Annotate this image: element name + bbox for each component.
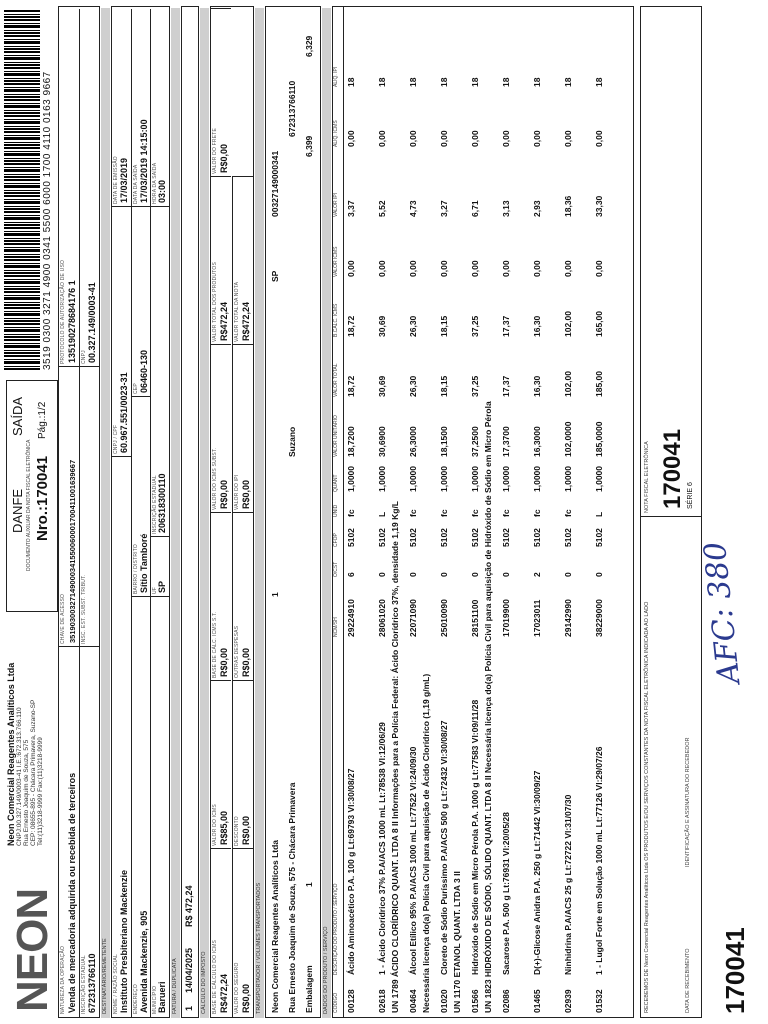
product-cell-desc: Álcool Etílico 95% P.A/ACS 1000 mL Lt:77522 Vl:24/09/30 — [408, 746, 418, 975]
product-cell-aliq: 18 — [532, 77, 542, 87]
product-cell-cst: 0 — [470, 572, 480, 577]
recipient-box: NOME / RAZÃO SOCIAL Instituto Presbiteriano Mackenzie CNPJ / CPF 60.967.551/0023-31 DATA DE EMISSÃO 17/03/2019 ENDEREÇO Avenida Mackenzie, 905 BAIRRO / DISTRITO Sítio Tamboré CEP 06460-130 DATA DA SAÍDA 17/03/2019 14:15:00 MUNICÍPIO Barueri UF SP INSCRIÇÃO ESTADUAL 206318300110 HORA DA SAÍDA 03:00 — [111, 6, 170, 1018]
product-cell-qty: 1,0000 — [594, 466, 604, 492]
tax-cell: VALOR DO FRETE R$0,00 — [211, 8, 231, 177]
product-cell-vicms: 6,71 — [470, 200, 480, 217]
product-cell-code: 02086 — [501, 989, 511, 1013]
product-cell-ipi: 0,00 — [501, 130, 511, 147]
product-cell-vtotal: 37,25 — [470, 375, 480, 397]
issuer-logo: NEON — [8, 888, 57, 1012]
product-cell-cst: 0 — [377, 572, 387, 577]
product-cell-ncm: 29224910 — [346, 599, 356, 637]
product-cell-vicms: 18,36 — [563, 195, 573, 217]
product-column-header: ALÍQ. IPI — [333, 66, 339, 87]
tax-value: R$0,00 — [241, 647, 251, 677]
product-cell-vicms: 2,93 — [532, 200, 542, 217]
product-cell-icms: 0,00 — [563, 260, 573, 277]
product-cell-cst: 6 — [346, 572, 356, 577]
product-cell-vtotal: 18,15 — [439, 375, 449, 397]
product-column-header: CFOP — [333, 533, 339, 547]
recipient-cep: 06460-130 — [139, 349, 149, 393]
product-cell-vicms: 3,13 — [501, 200, 511, 217]
recipient-district: Sítio Tamboré — [139, 533, 149, 593]
product-cell-ipi: 0,00 — [594, 130, 604, 147]
product-cell-vunit: 102,0000 — [563, 421, 573, 457]
product-column-header: VALOR ICMS — [333, 246, 339, 277]
product-cell-vunit: 37,2500 — [470, 426, 480, 457]
taxes-section: CÁLCULO DO IMPOSTO — [200, 8, 209, 1018]
product-cell-unit: fc — [346, 509, 356, 517]
product-column-header: O/CST — [333, 561, 339, 577]
product-cell-aliq: 18 — [377, 77, 387, 87]
tax-value: R$472,24 — [219, 973, 229, 1013]
recipient-ie: 206318300110 — [157, 473, 167, 533]
operation-nature: Venda de mercadoria adquirida ou recebida de terceiros — [67, 772, 77, 1013]
product-cell-aliq: 18 — [563, 77, 573, 87]
product-cell-ipi: 0,00 — [470, 130, 480, 147]
product-cell-icms: 0,00 — [346, 260, 356, 277]
product-cell-ncm: 25010090 — [439, 599, 449, 637]
transport-net-weight: 6,329 — [304, 35, 314, 57]
product-cell-cst: 0 — [439, 572, 449, 577]
transport-section: TRANSPORTADOR / VOLUMES TRANSPORTADOS — [255, 8, 264, 1018]
product-note: Necessária licença do(a) Polícia Civil para aquisição de Ácido Clorídrico (1,19 g/mL) — [421, 673, 431, 1013]
product-cell-cfop: 5102 — [470, 528, 480, 547]
product-cell-vicms: 3,37 — [346, 200, 356, 217]
product-cell-bc: 18,72 — [346, 315, 356, 337]
product-cell-code: 00464 — [408, 989, 418, 1013]
issuer-district: CEP: 08655-895 - Chácara Primavera, Suzano-SP — [30, 699, 37, 846]
danfe-box — [6, 380, 58, 612]
operation-ie: 672313766110 — [87, 953, 97, 1013]
product-cell-bc: 102,00 — [563, 311, 573, 337]
product-cell-qty: 1,0000 — [408, 466, 418, 492]
product-cell-ncm: 28061020 — [377, 599, 387, 637]
issuer-phones: Tel:(11)3218-9999 Fax:(11)3218-9999 — [37, 737, 44, 846]
product-cell-unit: fc — [439, 509, 449, 517]
product-cell-ncm: 29142990 — [563, 599, 573, 637]
product-cell-desc: 1 - Lugol Forte em Solução 1000 mL Lt:77126 Vl:29/07/26 — [594, 746, 604, 975]
operation-cnpj: 00.327.149/0003-41 — [87, 282, 97, 363]
product-cell-ipi: 0,00 — [408, 130, 418, 147]
transport-qty: 1 — [304, 882, 314, 887]
recipient-name: Instituto Presbiteriano Mackenzie — [119, 869, 129, 1013]
product-cell-aliq: 18 — [470, 77, 480, 87]
product-row — [593, 77, 623, 1017]
tax-cell: VALOR DO ICMS R$85,00 — [211, 680, 231, 849]
issuer-cnpj: CNPJ:00.327.149/0003-41 I.E.:672.313.766.110 — [16, 707, 23, 846]
product-cell-qty: 1,0000 — [470, 466, 480, 492]
product-cell-cst: 0 — [563, 572, 573, 577]
tax-value: R$0,00 — [219, 479, 229, 509]
product-cell-vtotal: 102,00 — [563, 371, 573, 397]
stub-serie: SÉRIE 6 — [687, 482, 694, 509]
tax-cell: VALOR DO SEGURO R$0,00 — [232, 848, 253, 1017]
stub-received-text: RECEBEMOS DE Neon Comercial Reagentes Analíticos Ltda OS PRODUTOS E/OU SERVIÇOS CONSTANTES DA NOTA FISCAL ELETRÔNICA INDICADA AO LADO — [644, 601, 650, 1013]
product-cell-icms: 0,00 — [470, 260, 480, 277]
product-cell-bc: 26,30 — [408, 315, 418, 337]
product-note: UN 1170 ETANOL QUANT. LTDA 3 II — [452, 871, 462, 1013]
product-cell-icms: 0,00 — [501, 260, 511, 277]
product-note: UN 1789 ÁCIDO CLORÍDRICO QUANT. LTDA 8 II Informações para a Polícia Federal: Ácido Clorídrico 37%, densidade 1,19 Kg/L — [390, 500, 400, 1013]
product-cell-bc: 37,25 — [470, 315, 480, 337]
product-cell-vtotal: 26,30 — [408, 375, 418, 397]
transport-name: Neon Comercial Reagentes Analíticos Ltda — [270, 839, 280, 1013]
transport-address: Rua Ernesto Joaquim de Souza, 575 - Chácara Primavera — [287, 782, 297, 1013]
product-cell-ncm: 38229000 — [594, 599, 604, 637]
product-column-header: UNID — [333, 504, 339, 517]
tax-cell: DESCONTO R$0,00 — [232, 680, 253, 849]
product-row — [438, 77, 468, 1017]
product-cell-vunit: 16,3000 — [532, 426, 542, 457]
product-cell-cst: 2 — [532, 572, 542, 577]
product-cell-unit: fc — [532, 509, 542, 517]
transport-freight: 1 — [270, 592, 280, 597]
product-cell-vunit: 17,3700 — [501, 426, 511, 457]
product-cell-vicms: 3,27 — [439, 200, 449, 217]
tax-value: R$0,00 — [241, 479, 251, 509]
product-cell-icms: 0,00 — [408, 260, 418, 277]
product-cell-code: 01020 — [439, 989, 449, 1013]
product-cell-ncm: 22071090 — [408, 599, 418, 637]
danfe-page-number: Pág.:1/2 — [37, 401, 48, 439]
danfe-direction: SAÍDA — [10, 396, 25, 436]
tax-cell: VALOR TOTAL DOS PRODUTOS R$472,24 — [211, 176, 231, 345]
product-column-header: CÓDIGO — [333, 992, 339, 1013]
tax-cell: VALOR TOTAL DA NOTA R$472,24 — [232, 176, 253, 345]
product-row — [345, 77, 375, 1017]
product-cell-unit: fc — [501, 509, 511, 517]
product-row — [562, 77, 592, 1017]
transport-ie: 672313766110 — [287, 80, 297, 137]
product-row — [469, 77, 499, 1017]
product-cell-bc: 17,37 — [501, 315, 511, 337]
product-cell-qty: 1,0000 — [501, 466, 511, 492]
tax-value: R$472,24 — [219, 301, 229, 341]
product-cell-vtotal: 18,72 — [346, 375, 356, 397]
product-cell-qty: 1,0000 — [563, 466, 573, 492]
product-row — [500, 77, 530, 1017]
tax-value: R$0,00 — [241, 815, 251, 845]
product-row — [531, 77, 561, 1017]
product-cell-aliq: 18 — [408, 77, 418, 87]
tax-value: R$0,00 — [219, 143, 229, 173]
invoice-date: 14/04/2025 — [184, 947, 194, 993]
tax-cell: VALOR DO ICMS SUBST. R$0,00 — [211, 344, 231, 513]
product-cell-bc: 30,69 — [377, 315, 387, 337]
product-cell-ipi: 0,00 — [439, 130, 449, 147]
product-cell-cfop: 5102 — [346, 528, 356, 547]
tax-cell: OUTRAS DESPESAS R$0,00 — [232, 512, 253, 681]
transport-kind: Embalagem — [304, 965, 314, 1013]
product-cell-unit: L — [377, 511, 387, 517]
product-cell-icms: 0,00 — [594, 260, 604, 277]
product-cell-vunit: 18,7200 — [346, 426, 356, 457]
recipient-address: Avenida Mackenzie, 905 — [139, 910, 149, 1013]
product-cell-vtotal: 17,37 — [501, 375, 511, 397]
product-cell-ipi: 0,00 — [346, 130, 356, 147]
product-cell-ipi: 0,00 — [377, 130, 387, 147]
product-cell-desc: Cloreto de Sódio Puríssimo P.A/ACS 500 g Lt:72432 Vl:30/08/27 — [439, 720, 449, 975]
product-cell-desc: Ninhidrina P.A/ACS 25 g Lt:72722 Vl:31/07/30 — [563, 794, 573, 975]
product-cell-cfop: 5102 — [532, 528, 542, 547]
recipient-section: DESTINATÁRIO/REMETENTE — [101, 8, 110, 1018]
product-row — [376, 77, 406, 1017]
danfe-title: DANFE — [10, 488, 25, 533]
stub-nf-label: NOTA FISCAL ELETRÔNICA — [644, 441, 650, 513]
product-cell-qty: 1,0000 — [532, 466, 542, 492]
transport-uf: SP — [270, 270, 280, 282]
product-column-header: QUANT — [333, 474, 339, 492]
product-cell-vunit: 30,6900 — [377, 426, 387, 457]
product-column-header: ALÍQ. ICMS — [333, 120, 339, 147]
invoice-section: FATURA / DUPLICATA — [171, 8, 180, 1018]
product-cell-bc: 16,30 — [532, 315, 542, 337]
product-cell-unit: L — [594, 511, 604, 517]
product-cell-code: 02939 — [563, 989, 573, 1013]
product-note: UN 1823 HIDRÓXIDO DE SÓDIO, SÓLIDO QUANT. LTDA 8 II Necessária licença do(a) Polícia Civil para aquisição de Hidróxido de Sódio em Micro Pérola — [483, 401, 493, 1013]
product-cell-vtotal: 185,00 — [594, 371, 604, 397]
transport-city: Suzano — [287, 426, 297, 457]
product-cell-vicms: 5,52 — [377, 200, 387, 217]
product-cell-unit: fc — [408, 509, 418, 517]
product-cell-code: 01465 — [532, 989, 542, 1013]
product-column-header: VALOR TOTAL — [333, 363, 339, 397]
recipient-uf: SP — [157, 580, 167, 593]
product-column-header: VALOR UNITÁRIO — [333, 415, 339, 457]
product-cell-code: 02618 — [377, 989, 387, 1013]
product-cell-cst: 0 — [408, 572, 418, 577]
issuer-address: Rua Ernesto Joaquim de Souza, 575 — [23, 739, 30, 846]
access-key-barcode — [4, 10, 40, 370]
product-cell-vunit: 26,3000 — [408, 426, 418, 457]
product-cell-ncm: 28151100 — [470, 599, 480, 637]
product-column-header: B.CÁLC. ICMS — [333, 303, 339, 337]
product-cell-desc: Hidróxido de Sódio em Micro Pérola P.A. 1000 g Lt:77583 Vl:09/11/28 — [470, 699, 480, 975]
product-cell-vicms: 33,30 — [594, 195, 604, 217]
stub-number-bottom: 170041 — [720, 927, 750, 1014]
operation-protocol: 135190278684176 1 — [67, 280, 77, 363]
product-cell-aliq: 18 — [439, 77, 449, 87]
product-column-header: DESCRIÇÃO DO PRODUTO / SERVIÇO — [333, 883, 339, 975]
issuer-block — [6, 616, 54, 846]
product-cell-code: 00128 — [346, 989, 356, 1013]
product-cell-desc: Sacarose P.A. 500 g Lt:76931 Vl:20/05/28 — [501, 812, 511, 975]
product-cell-code: 01532 — [594, 989, 604, 1013]
tax-value: R$0,00 — [241, 983, 251, 1013]
recipient-cnpj: 60.967.551/0023-31 — [119, 372, 129, 453]
access-key-text: 3519 0300 3271 4900 0341 5500 6000 1700 4110 0163 9667 — [42, 71, 53, 370]
product-cell-bc: 165,00 — [594, 311, 604, 337]
product-column-header: NCM/SH — [333, 617, 339, 637]
products-section: DADOS DO PRODUTO / SERVIÇO — [322, 8, 331, 1018]
operation-row: NATUREZA DA OPERAÇÃO Venda de mercadoria adquirida ou recebida de terceiros CHAVE DE ACESSO 35190300327149000341550060001700411001639667 PROTOCOLO DE AUTORIZAÇÃO DE USO 135190278684176 1 INSCRIÇÃO ESTADUAL 672313766110 INSC. EST. SUBST. TRIBUT. CNPJ 00.327.149/0003-41 — [58, 6, 100, 1018]
danfe-subtitle: DOCUMENTO AUXILIAR DA NOTA FISCAL ELETRÔNICA — [26, 439, 32, 571]
product-cell-qty: 1,0000 — [346, 466, 356, 492]
product-cell-unit: fc — [470, 509, 480, 517]
product-cell-qty: 1,0000 — [377, 466, 387, 492]
product-cell-vunit: 185,0000 — [594, 421, 604, 457]
tax-cell: VALOR DO IPI R$0,00 — [232, 344, 253, 513]
tax-value: R$85,00 — [219, 810, 229, 845]
danfe-number: Nro.:170041 — [34, 455, 51, 541]
product-cell-cst: 0 — [594, 572, 604, 577]
product-cell-aliq: 18 — [594, 77, 604, 87]
product-column-header: VALOR IPI — [333, 192, 339, 217]
receipt-stub — [640, 6, 702, 1018]
product-cell-aliq: 18 — [346, 77, 356, 87]
product-cell-ipi: 0,00 — [532, 130, 542, 147]
product-cell-bc: 18,15 — [439, 315, 449, 337]
product-cell-cfop: 5102 — [594, 528, 604, 547]
recipient-city: Barueri — [157, 981, 167, 1013]
product-cell-ipi: 0,00 — [563, 130, 573, 147]
product-cell-aliq: 18 — [501, 77, 511, 87]
product-cell-desc: 1 - Ácido Clorídrico 37% P.A/ACS 1000 mL Lt:78538 Vl:12/06/29 — [377, 722, 387, 975]
product-cell-vtotal: 30,69 — [377, 375, 387, 397]
transport-box — [265, 6, 321, 1018]
stub-number: 170041 — [659, 428, 686, 509]
issuer-name: Neon Comercial Reagentes Analíticos Ltda — [6, 662, 16, 846]
product-cell-vunit: 18,1500 — [439, 426, 449, 457]
tax-value: R$0,00 — [219, 647, 229, 677]
product-cell-vicms: 4,73 — [408, 200, 418, 217]
stub-signature-label: IDENTIFICAÇÃO E ASSINATURA DO RECEBEDOR — [685, 737, 691, 867]
product-cell-cfop: 5102 — [377, 528, 387, 547]
product-cell-cfop: 5102 — [439, 528, 449, 547]
product-cell-icms: 0,00 — [532, 260, 542, 277]
tax-cell: BASE DE CÁLCULO DO ICMS R$472,24 — [211, 848, 231, 1017]
stub-date-label: DATA DE RECEBIMENTO — [685, 948, 691, 1013]
taxes-box — [210, 6, 254, 1018]
product-cell-vtotal: 16,30 — [532, 375, 542, 397]
recipient-exit: 17/03/2019 14:15:00 — [139, 119, 149, 203]
recipient-date: 17/03/2019 — [119, 157, 129, 203]
product-cell-icms: 0,00 — [439, 260, 449, 277]
operation-key: 35190300327149000341550060001700411001639667 — [68, 459, 77, 643]
product-cell-cst: 0 — [501, 572, 511, 577]
tax-value: R$472,24 — [241, 301, 251, 341]
product-cell-ncm: 17023011 — [532, 599, 542, 637]
invoice-value: R$ 472,24 — [184, 885, 194, 927]
product-cell-code: 01566 — [470, 989, 480, 1013]
product-cell-ncm: 17019900 — [501, 599, 511, 637]
tax-cell: BASE DE CÁLC. ICMS S.T. R$0,00 — [211, 512, 231, 681]
product-cell-cfop: 5102 — [501, 528, 511, 547]
product-cell-unit: fc — [563, 509, 573, 517]
product-cell-desc: D(+)-Glicose Anidra P.A. 250 g Lt:71442 Vl:30/09/27 — [532, 770, 542, 975]
transport-cnpj: 00327149000341 — [270, 150, 280, 217]
invoice-number: 1 — [184, 1005, 194, 1011]
handwritten-annotation: AFC: 380 — [697, 540, 748, 686]
recipient-hour: 03:00 — [157, 179, 167, 203]
transport-gross-weight: 6,399 — [304, 135, 314, 157]
product-cell-qty: 1,0000 — [439, 466, 449, 492]
product-row — [407, 77, 437, 1017]
product-cell-cfop: 5102 — [563, 528, 573, 547]
invoice-box — [181, 6, 199, 1018]
products-table — [332, 6, 634, 1018]
product-cell-icms: 0,00 — [377, 260, 387, 277]
product-cell-cfop: 5102 — [408, 528, 418, 547]
product-cell-desc: Ácido Aminoacético P.A. 100 g Lt:69793 Vl:30/08/27 — [346, 768, 356, 975]
